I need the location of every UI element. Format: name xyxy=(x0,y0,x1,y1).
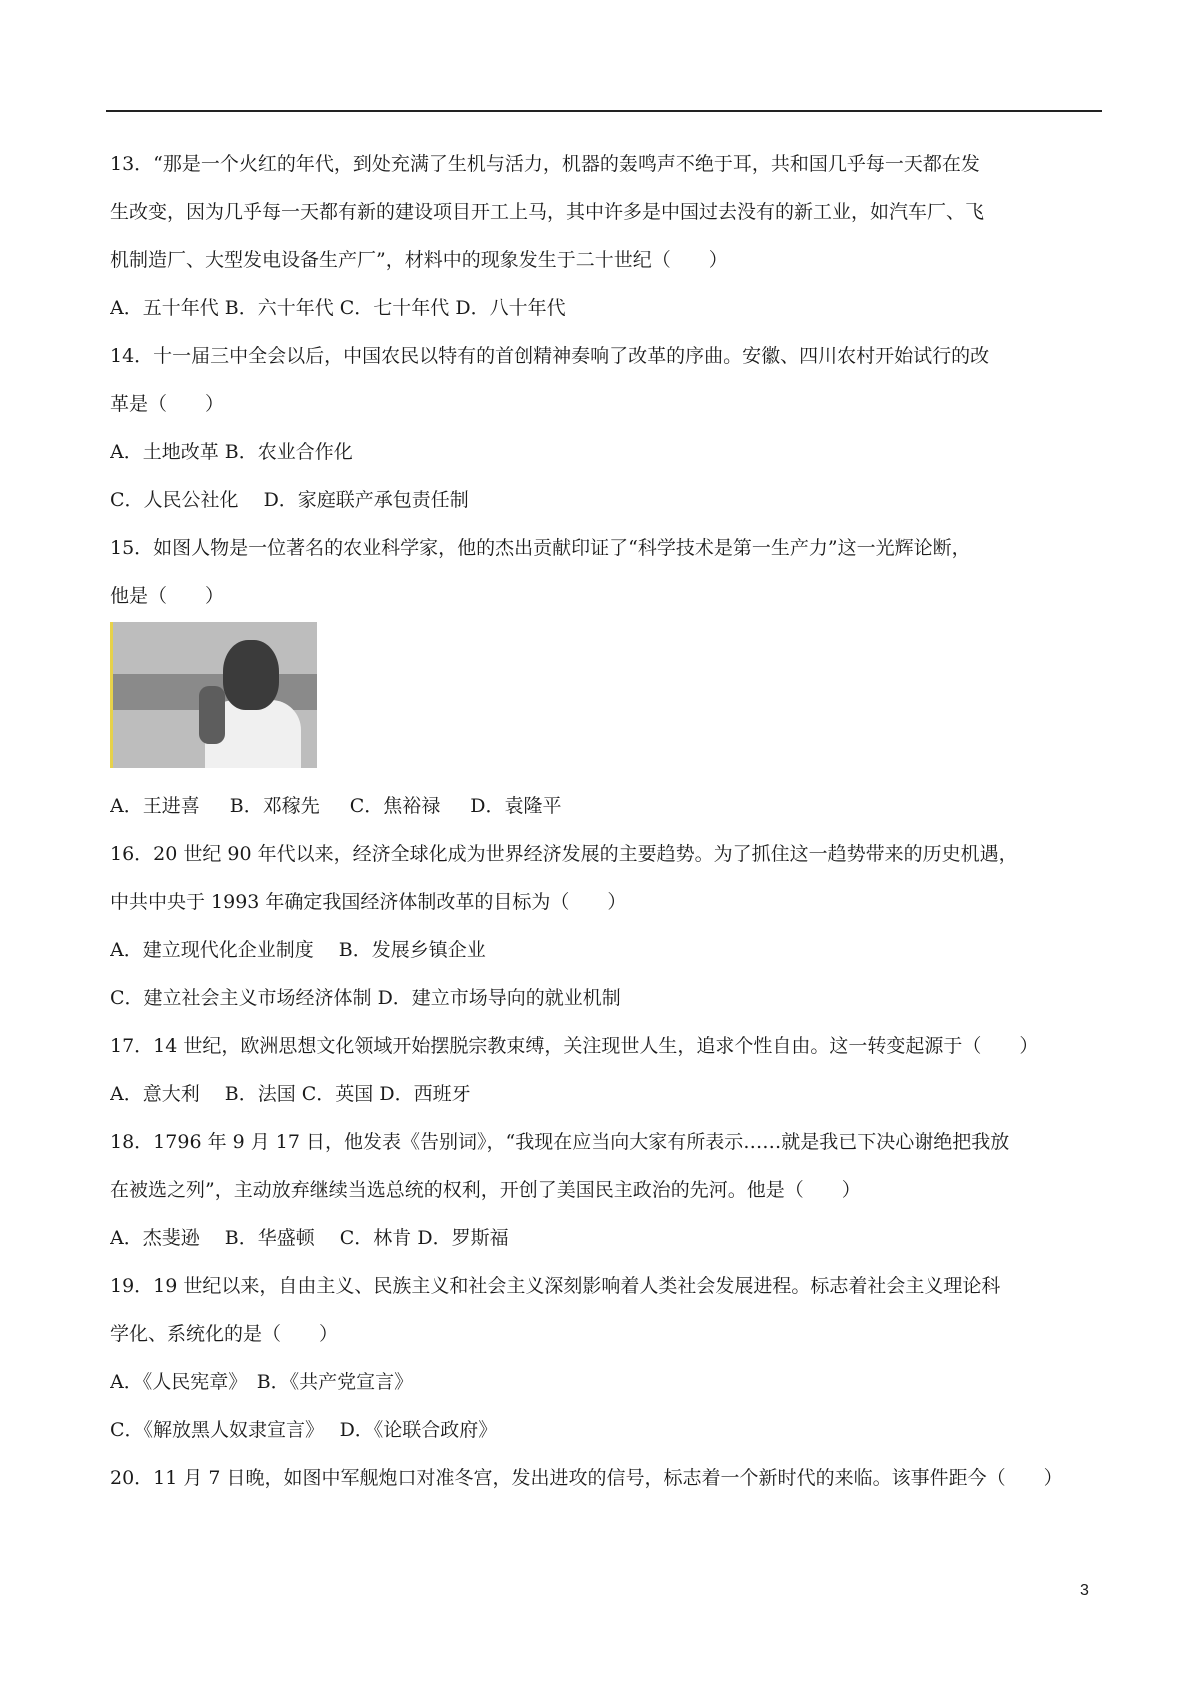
option-c: C．焦裕禄 xyxy=(349,795,441,817)
question-13-stem-line-3: 机制造厂、大型发电设备生产厂”，材料中的现象发生于二十世纪（ ） xyxy=(110,249,728,271)
question-14 xyxy=(110,332,1102,524)
question-14-options-row-1: A．土地改革 B．农业合作化 xyxy=(110,441,353,463)
question-13-stem-line-1: 13．“那是一个火红的年代，到处充满了生机与活力，机器的轰鸣声不绝于耳，共和国几乎每一天都在发 xyxy=(110,153,980,175)
question-18-options: A．杰斐逊 B．华盛顿 C．林肯 D．罗斯福 xyxy=(110,1227,509,1249)
question-15-stem-line-2: 他是（ ） xyxy=(110,585,225,607)
question-15-options xyxy=(110,782,1102,830)
question-18-stem-line-2: 在被选之列”，主动放弃继续当选总统的权利，开创了美国民主政治的先河。他是（ ） xyxy=(110,1179,861,1201)
question-16-stem-line-1: 16．20 世纪 90 年代以来，经济全球化成为世界经济发展的主要趋势。为了抓住这一趋势带来的历史机遇， xyxy=(110,843,1018,865)
question-15 xyxy=(110,524,1102,830)
question-list xyxy=(110,140,1102,1502)
question-15-figure xyxy=(110,622,1102,776)
question-19-stem-line-1: 19．19 世纪以来，自由主义、民族主义和社会主义深刻影响着人类社会发展进程。标志着社会主义理论科 xyxy=(110,1275,1001,1297)
question-16 xyxy=(110,830,1102,1022)
question-14-stem-line-2: 革是（ ） xyxy=(110,393,225,415)
header-rule xyxy=(106,110,1102,112)
question-13-stem-line-2: 生改变，因为几乎每一天都有新的建设项目开工上马，其中许多是中国过去没有的新工业，如汽车厂、飞 xyxy=(110,201,985,223)
question-16-options-row-1: A．建立现代化企业制度 B．发展乡镇企业 xyxy=(110,939,486,961)
option-d: D．袁隆平 xyxy=(470,795,562,817)
question-16-stem-line-2: 中共中央于 1993 年确定我国经济体制改革的目标为（ ） xyxy=(110,891,627,913)
question-13 xyxy=(110,140,1102,332)
page-number: 3 xyxy=(1080,1582,1089,1599)
question-19-options-row-2: C．《解放黑人奴隶宣言》 D．《论联合政府》 xyxy=(110,1419,498,1441)
option-b: B．邓稼先 xyxy=(229,795,320,817)
question-15-stem-line-1: 15．如图人物是一位著名的农业科学家，他的杰出贡献印证了“科学技术是第一生产力”这一光辉论断， xyxy=(110,537,971,559)
question-18 xyxy=(110,1118,1102,1262)
question-17-options: A．意大利 B．法国 C．英国 D．西班牙 xyxy=(110,1083,471,1105)
question-14-options-row-2: C．人民公社化 D．家庭联产承包责任制 xyxy=(110,489,469,511)
question-16-options-row-2: C．建立社会主义市场经济体制 D．建立市场导向的就业机制 xyxy=(110,987,621,1009)
scientist-photo xyxy=(110,622,317,768)
question-17 xyxy=(110,1022,1102,1118)
question-20-stem-line-1: 20．11 月 7 日晚，如图中军舰炮口对准冬宫，发出进攻的信号，标志着一个新时代的来临。该事件距今（ ） xyxy=(110,1467,1063,1489)
question-19-stem-line-2: 学化、系统化的是（ ） xyxy=(110,1323,339,1345)
question-13-options: A．五十年代 B．六十年代 C．七十年代 D．八十年代 xyxy=(110,297,566,319)
option-a: A．王进喜 xyxy=(110,795,200,817)
question-14-stem-line-1: 14．十一届三中全会以后，中国农民以特有的首创精神奏响了改革的序曲。安徽、四川农村开始试行的改 xyxy=(110,345,990,367)
question-19-options-row-1: A．《人民宪章》 B．《共产党宣言》 xyxy=(110,1371,414,1393)
question-20 xyxy=(110,1454,1102,1502)
question-17-stem-line-1: 17．14 世纪，欧洲思想文化领域开始摆脱宗教束缚，关注现世人生，追求个性自由。这一转变起源于（ ） xyxy=(110,1035,1039,1057)
question-18-stem-line-1: 18．1796 年 9 月 17 日，他发表《告别词》，“我现在应当向大家有所表示……就是我已下决心谢绝把我放 xyxy=(110,1131,1010,1153)
question-19 xyxy=(110,1262,1102,1454)
